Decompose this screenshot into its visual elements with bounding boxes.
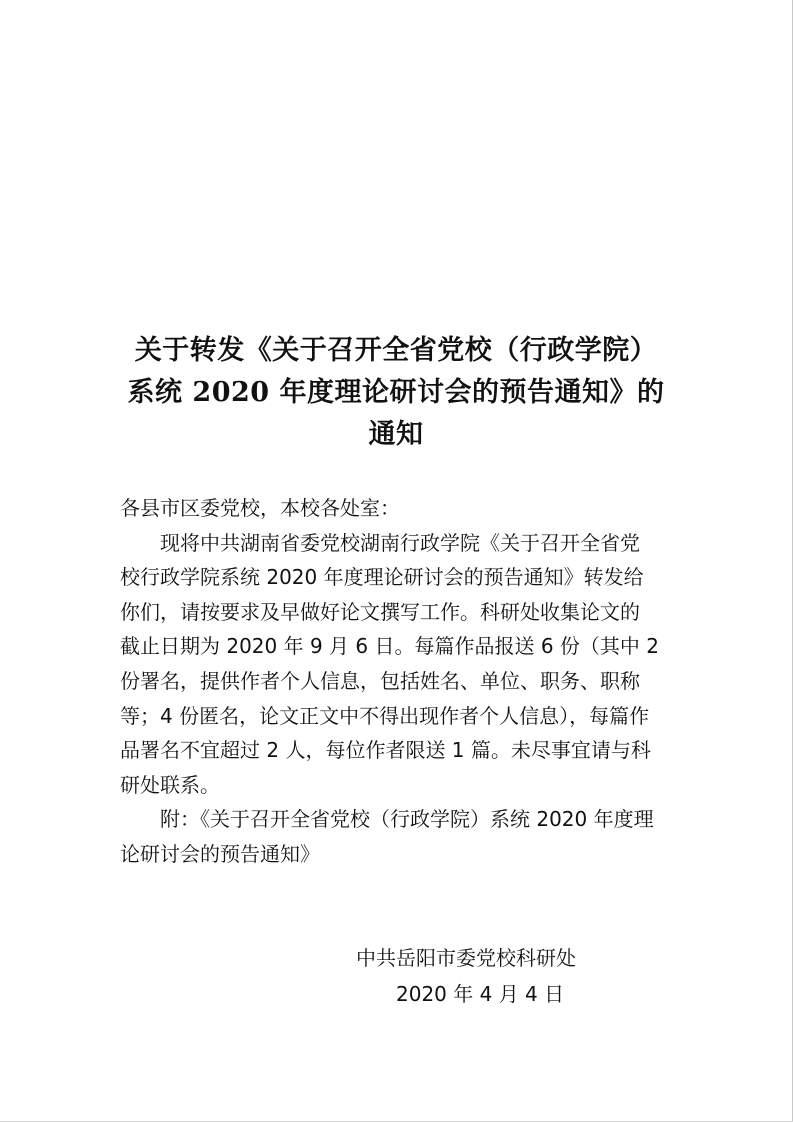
body-line: 现将中共湖南省委党校湖南行政学院《关于召开全省党 bbox=[160, 530, 640, 555]
body-line: 等；4 份匿名，论文正文中不得出现作者个人信息），每篇作 bbox=[120, 703, 650, 728]
document-body bbox=[120, 491, 680, 872]
attachment-line: 附：《关于召开全省党校（行政学院）系统 2020 年度理 bbox=[160, 807, 654, 832]
body-line: 品署名不宜超过 2 人，每位作者限送 1 篇。未尽事宜请与科 bbox=[120, 738, 651, 763]
body-line: 你们，请按要求及早做好论文撰写工作。科研处收集论文的 bbox=[120, 599, 640, 624]
body-line: 份署名，提供作者个人信息，包括姓名、单位、职务、职称 bbox=[120, 668, 640, 693]
signature-date: 2020 年 4 月 4 日 bbox=[396, 982, 565, 1006]
body-line: 研处联系。 bbox=[120, 772, 220, 797]
title-line-1: 关于转发《关于召开全省党校（行政学院） bbox=[134, 335, 658, 366]
salutation: 各县市区委党校，本校各处室： bbox=[120, 496, 400, 520]
signature-block bbox=[356, 940, 576, 1012]
signature-organization: 中共岳阳市委党校科研处 bbox=[356, 946, 576, 970]
body-line: 校行政学院系统 2020 年度理论研讨会的预告通知》转发给 bbox=[120, 565, 644, 590]
title-line-2: 系统 2020 年度理论研讨会的预告通知》的 bbox=[127, 377, 665, 408]
document-title bbox=[96, 330, 696, 456]
title-line-3: 通知 bbox=[368, 419, 424, 450]
attachment-line: 论研讨会的预告通知》 bbox=[120, 841, 320, 866]
body-line: 截止日期为 2020 年 9 月 6 日。每篇作品报送 6 份（其中 2 bbox=[120, 634, 660, 659]
